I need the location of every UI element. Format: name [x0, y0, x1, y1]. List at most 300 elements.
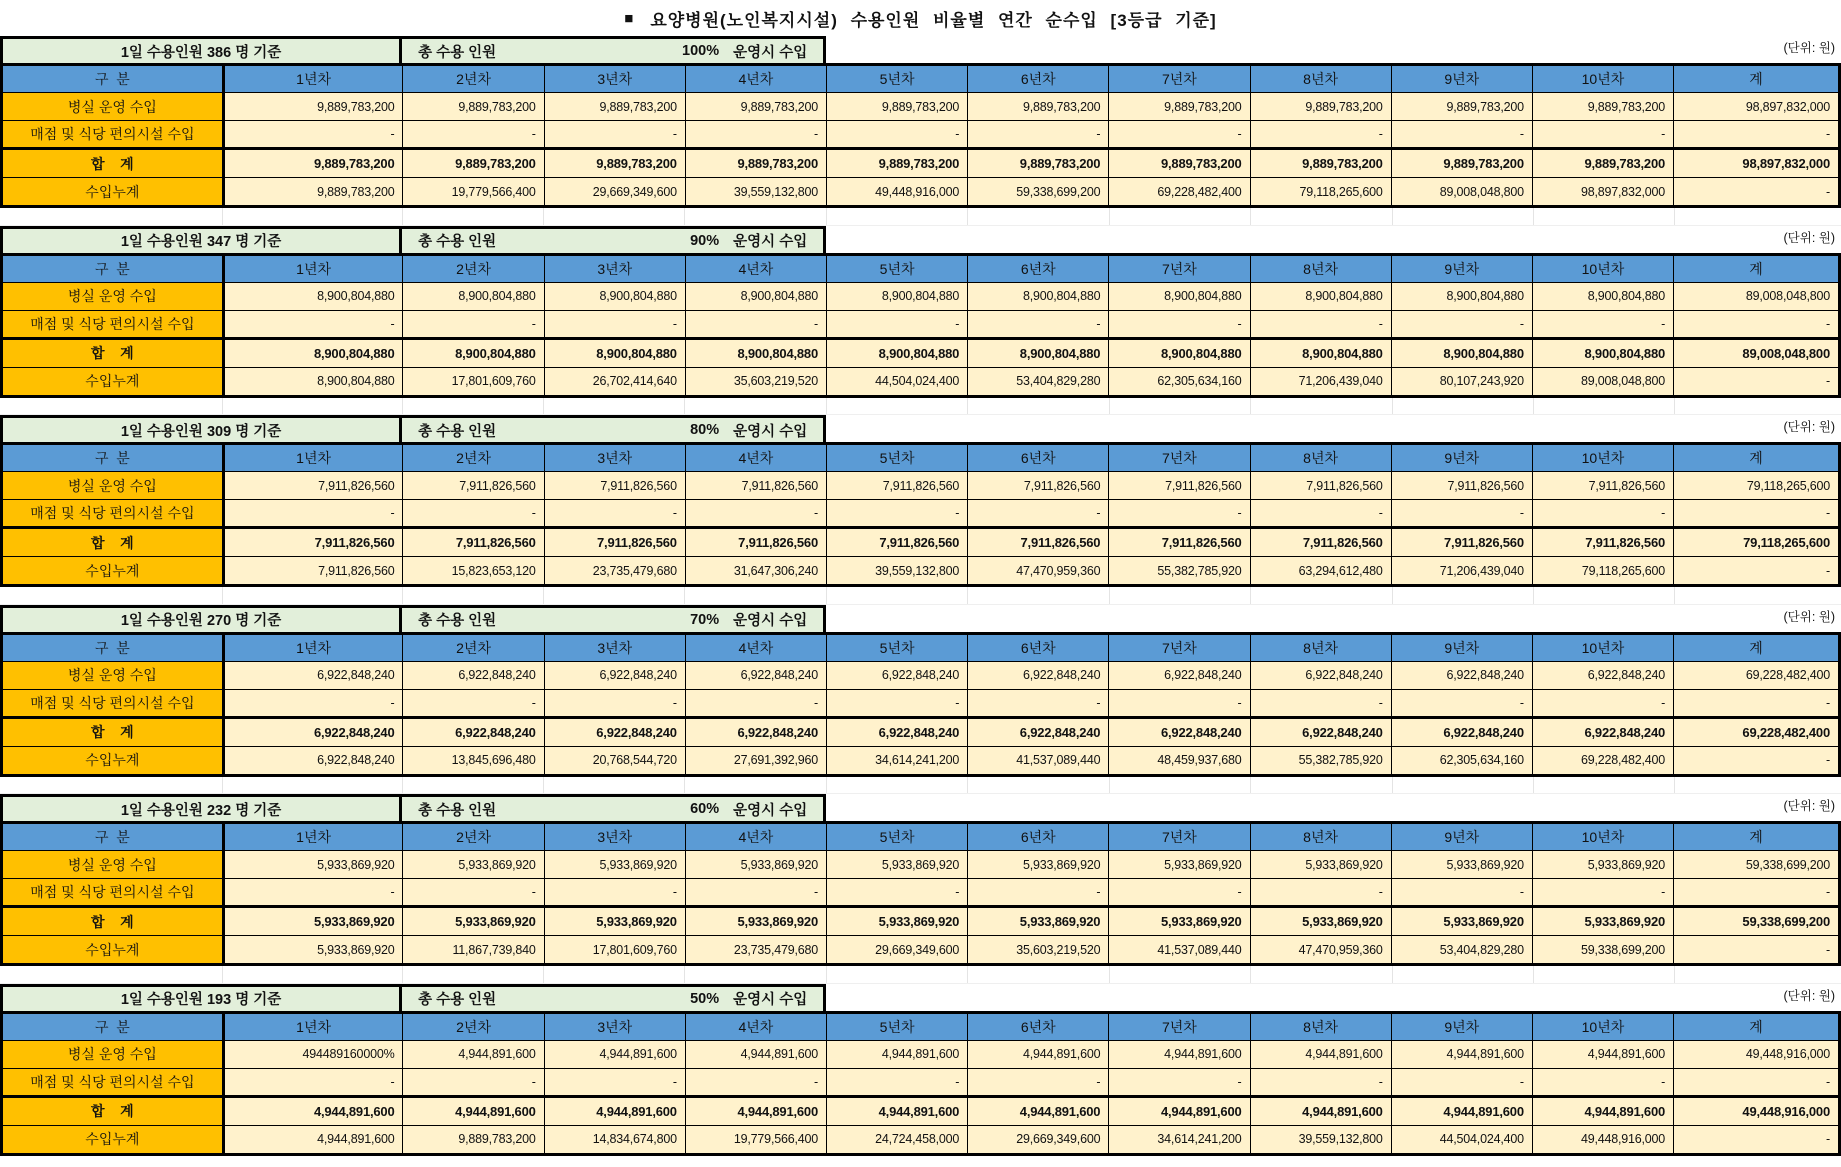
value-cell[interactable]: 5,933,869,920 [685, 907, 826, 936]
value-cell[interactable]: 4,944,891,600 [223, 1096, 403, 1125]
capacity-header[interactable]: 1일 수용인원 232 명 기준 [0, 794, 402, 821]
value-cell[interactable]: 6,922,848,240 [403, 717, 544, 746]
value-cell[interactable]: - [685, 1068, 826, 1096]
value-cell[interactable]: - [1391, 689, 1532, 717]
value-cell[interactable]: 8,900,804,880 [1250, 338, 1391, 367]
value-cell[interactable]: 47,470,959,360 [968, 557, 1109, 586]
value-cell[interactable]: 6,922,848,240 [968, 661, 1109, 689]
value-cell[interactable]: 7,911,826,560 [1109, 472, 1250, 500]
column-header-cell[interactable]: 9년차 [1391, 65, 1532, 93]
value-cell[interactable]: - [968, 689, 1109, 717]
value-cell[interactable]: - [403, 500, 544, 528]
value-cell[interactable]: 7,911,826,560 [1250, 472, 1391, 500]
value-cell[interactable]: 24,724,458,000 [827, 1125, 968, 1154]
column-header-cell[interactable]: 계 [1674, 65, 1840, 93]
value-cell[interactable]: 29,669,349,600 [827, 936, 968, 965]
value-cell[interactable]: 62,305,634,160 [1391, 746, 1532, 775]
value-cell[interactable]: 44,504,024,400 [1391, 1125, 1532, 1154]
value-cell[interactable]: - [223, 121, 403, 149]
value-cell[interactable]: - [223, 310, 403, 338]
value-cell[interactable]: 6,922,848,240 [1391, 717, 1532, 746]
value-cell[interactable]: 9,889,783,200 [403, 93, 544, 121]
value-cell[interactable]: - [685, 310, 826, 338]
value-cell[interactable]: - [1674, 500, 1840, 528]
column-header-cell[interactable]: 7년차 [1109, 823, 1250, 851]
row-label-cell[interactable]: 매점 및 식당 편의시설 수입 [2, 500, 224, 528]
value-cell[interactable]: - [1532, 1068, 1673, 1096]
value-cell[interactable]: 59,338,699,200 [1532, 936, 1673, 965]
value-cell[interactable]: 79,118,265,600 [1532, 557, 1673, 586]
value-cell[interactable]: - [1532, 121, 1673, 149]
column-header-cell[interactable]: 3년차 [544, 823, 685, 851]
value-cell[interactable]: 79,118,265,600 [1250, 178, 1391, 207]
value-cell[interactable]: - [1250, 689, 1391, 717]
value-cell[interactable]: - [1674, 879, 1840, 907]
value-cell[interactable]: 6,922,848,240 [1532, 661, 1673, 689]
value-cell[interactable]: 7,911,826,560 [223, 472, 403, 500]
column-header-cell[interactable]: 6년차 [968, 1012, 1109, 1040]
value-cell[interactable]: 6,922,848,240 [544, 717, 685, 746]
value-cell[interactable]: 20,768,544,720 [544, 746, 685, 775]
value-cell[interactable]: 26,702,414,640 [544, 367, 685, 396]
row-label-cell[interactable]: 매점 및 식당 편의시설 수입 [2, 689, 224, 717]
value-cell[interactable]: 9,889,783,200 [403, 1125, 544, 1154]
value-cell[interactable]: 5,933,869,920 [1532, 851, 1673, 879]
value-cell[interactable]: 5,933,869,920 [827, 851, 968, 879]
value-cell[interactable]: 8,900,804,880 [685, 338, 826, 367]
column-header-cell[interactable]: 3년차 [544, 633, 685, 661]
value-cell[interactable]: 5,933,869,920 [1109, 851, 1250, 879]
value-cell[interactable]: 7,911,826,560 [1391, 472, 1532, 500]
value-cell[interactable]: - [1674, 689, 1840, 717]
value-cell[interactable]: 89,008,048,800 [1674, 338, 1840, 367]
value-cell[interactable]: 80,107,243,920 [1391, 367, 1532, 396]
value-cell[interactable]: 39,559,132,800 [1250, 1125, 1391, 1154]
value-cell[interactable]: 4,944,891,600 [1250, 1040, 1391, 1068]
value-cell[interactable]: 5,933,869,920 [968, 851, 1109, 879]
column-header-cell[interactable]: 2년차 [403, 65, 544, 93]
value-cell[interactable]: - [685, 500, 826, 528]
value-cell[interactable]: - [1391, 500, 1532, 528]
value-cell[interactable]: 9,889,783,200 [1532, 93, 1673, 121]
column-header-cell[interactable]: 7년차 [1109, 65, 1250, 93]
value-cell[interactable]: 59,338,699,200 [968, 178, 1109, 207]
value-cell[interactable]: 5,933,869,920 [223, 936, 403, 965]
column-header-cell[interactable]: 6년차 [968, 254, 1109, 282]
value-cell[interactable]: 6,922,848,240 [1250, 661, 1391, 689]
value-cell[interactable]: - [1250, 500, 1391, 528]
column-header-cell[interactable]: 8년차 [1250, 1012, 1391, 1040]
column-header-cell[interactable]: 1년차 [223, 1012, 403, 1040]
value-cell[interactable]: 6,922,848,240 [1109, 717, 1250, 746]
value-cell[interactable]: 49,448,916,000 [1532, 1125, 1673, 1154]
value-cell[interactable]: 4,944,891,600 [968, 1096, 1109, 1125]
value-cell[interactable]: 8,900,804,880 [544, 338, 685, 367]
value-cell[interactable]: 8,900,804,880 [1250, 282, 1391, 310]
value-cell[interactable]: 71,206,439,040 [1250, 367, 1391, 396]
value-cell[interactable]: 4,944,891,600 [968, 1040, 1109, 1068]
value-cell[interactable]: 7,911,826,560 [544, 472, 685, 500]
value-cell[interactable]: 7,911,826,560 [968, 472, 1109, 500]
value-cell[interactable]: 4,944,891,600 [1109, 1096, 1250, 1125]
value-cell[interactable]: 7,911,826,560 [223, 557, 403, 586]
column-header-cell[interactable]: 5년차 [827, 444, 968, 472]
value-cell[interactable]: 4,944,891,600 [1532, 1096, 1673, 1125]
value-cell[interactable]: 8,900,804,880 [403, 338, 544, 367]
row-label-cell[interactable]: 병실 운영 수입 [2, 661, 224, 689]
value-cell[interactable]: - [1250, 879, 1391, 907]
value-cell[interactable]: 8,900,804,880 [1532, 338, 1673, 367]
value-cell[interactable]: 98,897,832,000 [1532, 178, 1673, 207]
column-header-cell[interactable]: 4년차 [685, 444, 826, 472]
row-label-cell[interactable]: 합 계 [2, 717, 224, 746]
value-cell[interactable]: 6,922,848,240 [403, 661, 544, 689]
column-header-cell[interactable]: 7년차 [1109, 254, 1250, 282]
row-label-cell[interactable]: 매점 및 식당 편의시설 수입 [2, 879, 224, 907]
value-cell[interactable]: - [223, 879, 403, 907]
value-cell[interactable]: - [968, 500, 1109, 528]
column-header-cell[interactable]: 3년차 [544, 1012, 685, 1040]
value-cell[interactable]: 79,118,265,600 [1674, 472, 1840, 500]
column-header-cell[interactable]: 계 [1674, 1012, 1840, 1040]
column-header-cell[interactable]: 8년차 [1250, 444, 1391, 472]
value-cell[interactable]: 9,889,783,200 [544, 93, 685, 121]
value-cell[interactable]: 4,944,891,600 [827, 1040, 968, 1068]
value-cell[interactable]: 29,669,349,600 [544, 178, 685, 207]
column-header-cell[interactable]: 5년차 [827, 1012, 968, 1040]
column-header-cell[interactable]: 2년차 [403, 444, 544, 472]
column-header-cell[interactable]: 계 [1674, 823, 1840, 851]
column-header-cell[interactable]: 3년차 [544, 444, 685, 472]
column-header-cell[interactable]: 10년차 [1532, 823, 1673, 851]
value-cell[interactable]: 31,647,306,240 [685, 557, 826, 586]
column-header-cell[interactable]: 1년차 [223, 65, 403, 93]
value-cell[interactable]: 8,900,804,880 [968, 282, 1109, 310]
value-cell[interactable]: 9,889,783,200 [968, 149, 1109, 178]
value-cell[interactable]: 5,933,869,920 [1532, 907, 1673, 936]
value-cell[interactable]: 17,801,609,760 [403, 367, 544, 396]
value-cell[interactable]: 5,933,869,920 [223, 851, 403, 879]
column-header-cell[interactable]: 1년차 [223, 254, 403, 282]
column-header-cell[interactable]: 1년차 [223, 444, 403, 472]
value-cell[interactable]: 29,669,349,600 [968, 1125, 1109, 1154]
occupancy-header[interactable] [402, 605, 826, 632]
value-cell[interactable]: 7,911,826,560 [1250, 528, 1391, 557]
value-cell[interactable]: 69,228,482,400 [1674, 661, 1840, 689]
value-cell[interactable]: 5,933,869,920 [1391, 907, 1532, 936]
value-cell[interactable]: - [1674, 936, 1840, 965]
value-cell[interactable]: 7,911,826,560 [685, 528, 826, 557]
row-label-cell[interactable]: 합 계 [2, 149, 224, 178]
value-cell[interactable]: 6,922,848,240 [223, 746, 403, 775]
value-cell[interactable]: 494489160000% [223, 1040, 403, 1068]
value-cell[interactable]: 9,889,783,200 [1391, 93, 1532, 121]
column-header-cell[interactable]: 구 분 [2, 633, 224, 661]
value-cell[interactable]: 4,944,891,600 [1391, 1040, 1532, 1068]
column-header-cell[interactable]: 7년차 [1109, 633, 1250, 661]
occupancy-header[interactable] [402, 226, 826, 253]
value-cell[interactable]: 5,933,869,920 [544, 851, 685, 879]
value-cell[interactable]: 6,922,848,240 [685, 661, 826, 689]
column-header-cell[interactable]: 9년차 [1391, 444, 1532, 472]
value-cell[interactable]: - [968, 121, 1109, 149]
value-cell[interactable]: 49,448,916,000 [1674, 1096, 1840, 1125]
value-cell[interactable]: 6,922,848,240 [827, 717, 968, 746]
value-cell[interactable]: - [1674, 178, 1840, 207]
value-cell[interactable]: - [544, 121, 685, 149]
value-cell[interactable]: 17,801,609,760 [544, 936, 685, 965]
column-header-cell[interactable]: 4년차 [685, 254, 826, 282]
row-label-cell[interactable]: 수입누계 [2, 178, 224, 207]
row-label-cell[interactable]: 수입누계 [2, 367, 224, 396]
column-header-cell[interactable]: 4년차 [685, 65, 826, 93]
value-cell[interactable]: - [403, 1068, 544, 1096]
column-header-cell[interactable]: 10년차 [1532, 65, 1673, 93]
value-cell[interactable]: 23,735,479,680 [685, 936, 826, 965]
column-header-cell[interactable]: 구 분 [2, 823, 224, 851]
value-cell[interactable]: - [1391, 1068, 1532, 1096]
row-label-cell[interactable]: 병실 운영 수입 [2, 282, 224, 310]
value-cell[interactable]: 8,900,804,880 [223, 282, 403, 310]
value-cell[interactable]: - [968, 1068, 1109, 1096]
value-cell[interactable]: 15,823,653,120 [403, 557, 544, 586]
column-header-cell[interactable]: 4년차 [685, 823, 826, 851]
value-cell[interactable]: 41,537,089,440 [968, 746, 1109, 775]
value-cell[interactable]: - [1109, 689, 1250, 717]
value-cell[interactable]: 6,922,848,240 [1250, 717, 1391, 746]
column-header-cell[interactable]: 9년차 [1391, 633, 1532, 661]
value-cell[interactable]: - [544, 879, 685, 907]
value-cell[interactable]: 47,470,959,360 [1250, 936, 1391, 965]
occupancy-header[interactable] [402, 984, 826, 1011]
value-cell[interactable]: 8,900,804,880 [968, 338, 1109, 367]
row-label-cell[interactable]: 수입누계 [2, 746, 224, 775]
column-header-cell[interactable]: 구 분 [2, 254, 224, 282]
value-cell[interactable]: 9,889,783,200 [1250, 93, 1391, 121]
value-cell[interactable]: 89,008,048,800 [1674, 282, 1840, 310]
value-cell[interactable]: 9,889,783,200 [968, 93, 1109, 121]
value-cell[interactable]: - [827, 1068, 968, 1096]
value-cell[interactable]: - [1532, 500, 1673, 528]
value-cell[interactable]: 6,922,848,240 [223, 717, 403, 746]
value-cell[interactable]: 8,900,804,880 [223, 367, 403, 396]
value-cell[interactable]: 89,008,048,800 [1391, 178, 1532, 207]
value-cell[interactable]: 7,911,826,560 [1391, 528, 1532, 557]
column-header-cell[interactable]: 2년차 [403, 1012, 544, 1040]
value-cell[interactable]: 7,911,826,560 [1109, 528, 1250, 557]
value-cell[interactable]: 9,889,783,200 [223, 93, 403, 121]
value-cell[interactable]: - [544, 500, 685, 528]
value-cell[interactable]: 7,911,826,560 [827, 472, 968, 500]
value-cell[interactable]: 9,889,783,200 [223, 178, 403, 207]
value-cell[interactable]: 7,911,826,560 [1532, 472, 1673, 500]
value-cell[interactable]: 5,933,869,920 [544, 907, 685, 936]
value-cell[interactable]: - [1109, 879, 1250, 907]
value-cell[interactable]: 63,294,612,480 [1250, 557, 1391, 586]
row-label-cell[interactable]: 수입누계 [2, 1125, 224, 1154]
capacity-header[interactable]: 1일 수용인원 270 명 기준 [0, 605, 402, 632]
value-cell[interactable]: 5,933,869,920 [968, 907, 1109, 936]
column-header-cell[interactable]: 2년차 [403, 254, 544, 282]
column-header-cell[interactable]: 5년차 [827, 633, 968, 661]
value-cell[interactable]: 5,933,869,920 [403, 851, 544, 879]
value-cell[interactable]: 44,504,024,400 [827, 367, 968, 396]
value-cell[interactable]: - [1250, 1068, 1391, 1096]
value-cell[interactable]: - [1532, 879, 1673, 907]
value-cell[interactable]: 4,944,891,600 [827, 1096, 968, 1125]
column-header-cell[interactable]: 1년차 [223, 633, 403, 661]
value-cell[interactable]: 9,889,783,200 [1250, 149, 1391, 178]
value-cell[interactable]: 55,382,785,920 [1109, 557, 1250, 586]
value-cell[interactable]: 8,900,804,880 [544, 282, 685, 310]
value-cell[interactable]: - [1391, 879, 1532, 907]
value-cell[interactable]: - [827, 121, 968, 149]
value-cell[interactable]: 6,922,848,240 [1109, 661, 1250, 689]
value-cell[interactable]: 69,228,482,400 [1674, 717, 1840, 746]
value-cell[interactable]: 5,933,869,920 [223, 907, 403, 936]
value-cell[interactable]: 55,382,785,920 [1250, 746, 1391, 775]
value-cell[interactable]: - [685, 121, 826, 149]
column-header-cell[interactable]: 계 [1674, 254, 1840, 282]
value-cell[interactable]: - [223, 500, 403, 528]
column-header-cell[interactable]: 9년차 [1391, 823, 1532, 851]
value-cell[interactable]: 4,944,891,600 [1532, 1040, 1673, 1068]
value-cell[interactable]: - [1109, 310, 1250, 338]
value-cell[interactable]: 8,900,804,880 [1532, 282, 1673, 310]
value-cell[interactable]: 13,845,696,480 [403, 746, 544, 775]
column-header-cell[interactable]: 7년차 [1109, 444, 1250, 472]
value-cell[interactable]: - [223, 1068, 403, 1096]
value-cell[interactable]: 4,944,891,600 [1391, 1096, 1532, 1125]
value-cell[interactable]: 4,944,891,600 [403, 1040, 544, 1068]
value-cell[interactable]: - [1250, 310, 1391, 338]
value-cell[interactable]: - [968, 879, 1109, 907]
value-cell[interactable]: 7,911,826,560 [968, 528, 1109, 557]
value-cell[interactable]: - [1391, 121, 1532, 149]
row-label-cell[interactable]: 합 계 [2, 528, 224, 557]
value-cell[interactable]: 41,537,089,440 [1109, 936, 1250, 965]
value-cell[interactable]: 8,900,804,880 [685, 282, 826, 310]
column-header-cell[interactable]: 6년차 [968, 633, 1109, 661]
value-cell[interactable]: 34,614,241,200 [827, 746, 968, 775]
value-cell[interactable]: 6,922,848,240 [827, 661, 968, 689]
row-label-cell[interactable]: 매점 및 식당 편의시설 수입 [2, 121, 224, 149]
value-cell[interactable]: - [1391, 310, 1532, 338]
value-cell[interactable]: 35,603,219,520 [968, 936, 1109, 965]
column-header-cell[interactable]: 6년차 [968, 823, 1109, 851]
value-cell[interactable]: 4,944,891,600 [544, 1096, 685, 1125]
column-header-cell[interactable]: 10년차 [1532, 254, 1673, 282]
column-header-cell[interactable]: 10년차 [1532, 1012, 1673, 1040]
column-header-cell[interactable]: 2년차 [403, 823, 544, 851]
value-cell[interactable]: 98,897,832,000 [1674, 93, 1840, 121]
value-cell[interactable]: 69,228,482,400 [1532, 746, 1673, 775]
column-header-cell[interactable]: 계 [1674, 633, 1840, 661]
value-cell[interactable]: 23,735,479,680 [544, 557, 685, 586]
row-label-cell[interactable]: 수입누계 [2, 936, 224, 965]
column-header-cell[interactable]: 10년차 [1532, 444, 1673, 472]
value-cell[interactable]: 7,911,826,560 [544, 528, 685, 557]
row-label-cell[interactable]: 병실 운영 수입 [2, 93, 224, 121]
column-header-cell[interactable]: 10년차 [1532, 633, 1673, 661]
column-header-cell[interactable]: 7년차 [1109, 1012, 1250, 1040]
value-cell[interactable]: 6,922,848,240 [685, 717, 826, 746]
row-label-cell[interactable]: 매점 및 식당 편의시설 수입 [2, 310, 224, 338]
value-cell[interactable]: 4,944,891,600 [223, 1125, 403, 1154]
value-cell[interactable]: 8,900,804,880 [827, 338, 968, 367]
value-cell[interactable]: 4,944,891,600 [544, 1040, 685, 1068]
value-cell[interactable]: 9,889,783,200 [403, 149, 544, 178]
column-header-cell[interactable]: 8년차 [1250, 65, 1391, 93]
column-header-cell[interactable]: 4년차 [685, 1012, 826, 1040]
value-cell[interactable]: 5,933,869,920 [403, 907, 544, 936]
value-cell[interactable]: 4,944,891,600 [1250, 1096, 1391, 1125]
value-cell[interactable]: 8,900,804,880 [1109, 338, 1250, 367]
value-cell[interactable]: 49,448,916,000 [1674, 1040, 1840, 1068]
value-cell[interactable]: - [827, 689, 968, 717]
column-header-cell[interactable]: 4년차 [685, 633, 826, 661]
value-cell[interactable]: - [1109, 121, 1250, 149]
capacity-header[interactable]: 1일 수용인원 386 명 기준 [0, 36, 402, 63]
occupancy-header[interactable] [402, 36, 826, 63]
value-cell[interactable]: 39,559,132,800 [685, 178, 826, 207]
value-cell[interactable]: - [1674, 121, 1840, 149]
row-label-cell[interactable]: 병실 운영 수입 [2, 1040, 224, 1068]
row-label-cell[interactable]: 합 계 [2, 1096, 224, 1125]
value-cell[interactable]: 4,944,891,600 [403, 1096, 544, 1125]
value-cell[interactable]: - [827, 310, 968, 338]
value-cell[interactable]: - [223, 689, 403, 717]
value-cell[interactable]: 7,911,826,560 [403, 528, 544, 557]
column-header-cell[interactable]: 2년차 [403, 633, 544, 661]
value-cell[interactable]: 9,889,783,200 [685, 93, 826, 121]
value-cell[interactable]: - [685, 879, 826, 907]
value-cell[interactable]: 9,889,783,200 [1391, 149, 1532, 178]
column-header-cell[interactable]: 5년차 [827, 65, 968, 93]
value-cell[interactable]: - [544, 1068, 685, 1096]
value-cell[interactable]: 39,559,132,800 [827, 557, 968, 586]
value-cell[interactable]: 79,118,265,600 [1674, 528, 1840, 557]
value-cell[interactable]: - [544, 310, 685, 338]
value-cell[interactable]: 9,889,783,200 [544, 149, 685, 178]
value-cell[interactable]: 34,614,241,200 [1109, 1125, 1250, 1154]
value-cell[interactable]: 6,922,848,240 [1532, 717, 1673, 746]
value-cell[interactable]: 14,834,674,800 [544, 1125, 685, 1154]
value-cell[interactable]: - [1109, 500, 1250, 528]
value-cell[interactable]: 59,338,699,200 [1674, 907, 1840, 936]
value-cell[interactable]: 6,922,848,240 [544, 661, 685, 689]
value-cell[interactable]: 19,779,566,400 [685, 1125, 826, 1154]
column-header-cell[interactable]: 구 분 [2, 65, 224, 93]
value-cell[interactable]: 5,933,869,920 [827, 907, 968, 936]
value-cell[interactable]: 7,911,826,560 [223, 528, 403, 557]
value-cell[interactable]: 9,889,783,200 [685, 149, 826, 178]
value-cell[interactable]: 59,338,699,200 [1674, 851, 1840, 879]
value-cell[interactable]: 8,900,804,880 [1391, 338, 1532, 367]
value-cell[interactable]: 53,404,829,280 [1391, 936, 1532, 965]
value-cell[interactable]: 9,889,783,200 [827, 149, 968, 178]
value-cell[interactable]: 9,889,783,200 [827, 93, 968, 121]
value-cell[interactable]: - [1674, 1125, 1840, 1154]
row-label-cell[interactable]: 매점 및 식당 편의시설 수입 [2, 1068, 224, 1096]
value-cell[interactable]: - [403, 121, 544, 149]
value-cell[interactable]: 69,228,482,400 [1109, 178, 1250, 207]
value-cell[interactable]: 6,922,848,240 [1391, 661, 1532, 689]
occupancy-header[interactable] [402, 794, 826, 821]
value-cell[interactable]: 7,911,826,560 [403, 472, 544, 500]
value-cell[interactable]: 7,911,826,560 [685, 472, 826, 500]
value-cell[interactable]: - [403, 310, 544, 338]
